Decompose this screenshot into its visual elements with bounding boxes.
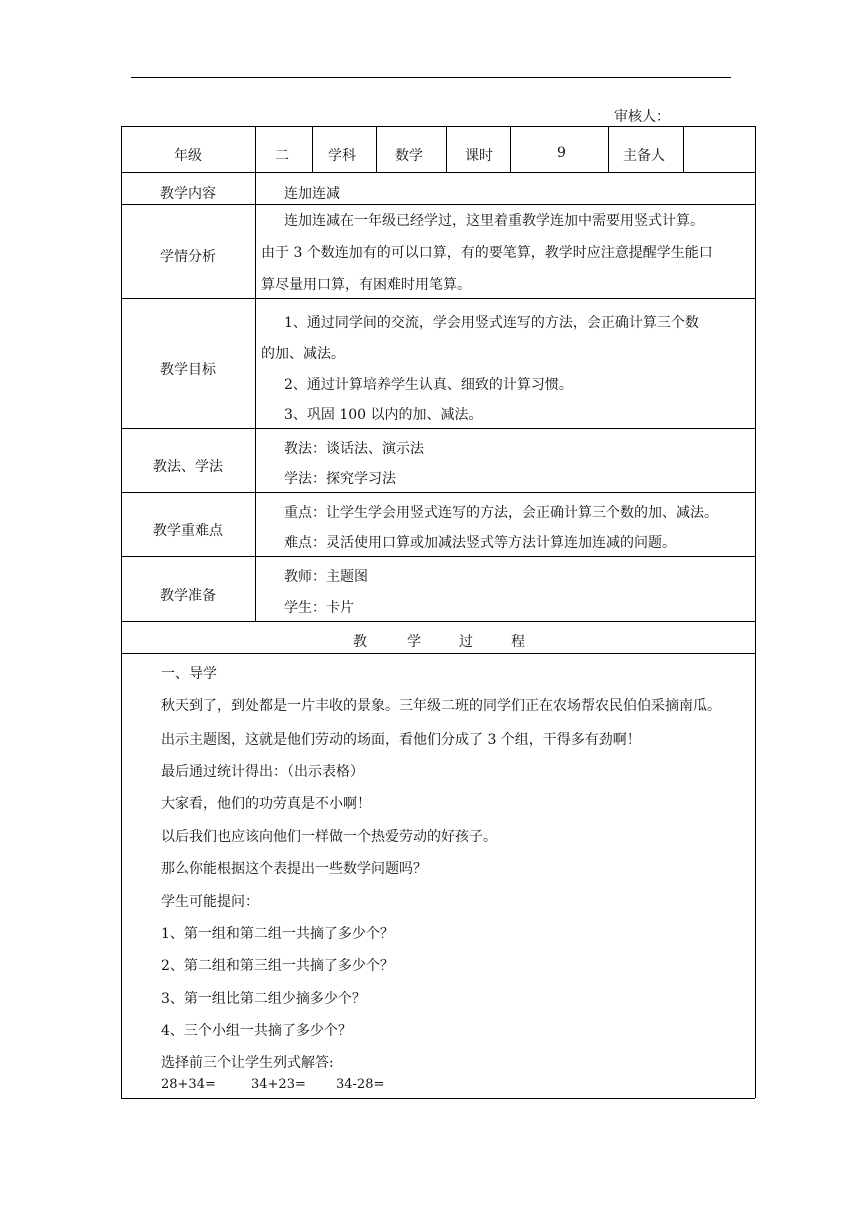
equation: 28+34= — [161, 1077, 216, 1092]
keypoints-label: 教学重难点 — [153, 523, 223, 539]
process-line: 一、导学 — [161, 666, 217, 682]
process-line: 以后我们也应该向他们一样做一个热爱劳动的好孩子。 — [161, 829, 497, 845]
prep-line: 教师：主题图 — [284, 569, 368, 585]
equation: 34+23= — [251, 1077, 306, 1092]
lesson-plan-table — [121, 126, 755, 1098]
prep-line: 学生：卡片 — [284, 600, 354, 616]
process-line: 1、第一组和第二组一共摘了多少个？ — [161, 926, 394, 942]
process-line: 选择前三个让学生列式解答: — [161, 1055, 334, 1071]
grade-label: 年级 — [174, 148, 202, 164]
goals-line: 3、巩固 100 以内的加、减法。 — [284, 407, 483, 423]
keypoints-line: 重点：让学生学会用竖式连写的方法，会正确计算三个数的加、减法。 — [284, 505, 718, 521]
goals-line: 1、通过同学间的交流，学会用竖式连写的方法，会正确计算三个数 — [284, 315, 699, 331]
preparer-label: 主备人 — [623, 148, 665, 164]
row-divider — [121, 298, 755, 299]
table-border-left — [121, 126, 122, 1098]
reviewer-label: 审核人： — [614, 109, 670, 125]
subject-label: 学科 — [328, 148, 356, 164]
goals-line: 的加、减法。 — [261, 346, 345, 362]
period-value: 9 — [557, 145, 566, 161]
process-line: 出示主题图，这就是他们劳动的场面，看他们分成了 3 个组，干得多有劲啊！ — [161, 732, 641, 748]
process-line: 最后通过统计得出：（出示表格） — [161, 764, 364, 780]
process-title-char: 过 — [459, 634, 473, 650]
content-text: 连加连减 — [284, 186, 340, 202]
column-divider — [255, 126, 256, 621]
subject-value: 数学 — [395, 148, 423, 164]
process-title-char: 程 — [511, 634, 525, 650]
row-divider — [121, 556, 755, 557]
column-divider — [608, 126, 609, 172]
methods-line: 学法：探究学习法 — [284, 471, 396, 487]
analysis-label: 学情分析 — [160, 249, 216, 265]
row-divider — [121, 204, 755, 205]
row-divider — [121, 492, 755, 493]
row-divider — [121, 172, 755, 173]
column-divider — [510, 126, 511, 172]
goals-line: 2、通过计算培养学生认真、细致的计算习惯。 — [284, 377, 573, 393]
column-divider — [683, 126, 684, 172]
row-divider — [121, 621, 755, 622]
table-border-top — [121, 126, 755, 127]
grade-value: 二 — [275, 148, 289, 164]
process-line: 2、第二组和第三组一共摘了多少个？ — [161, 958, 394, 974]
column-divider — [376, 126, 377, 172]
row-divider — [121, 428, 755, 429]
header-rule — [131, 77, 731, 78]
analysis-line: 由于 3 个数连加有的可以口算，有的要笔算，教学时应注意提醒学生能口 — [261, 245, 713, 261]
prep-label: 教学准备 — [160, 588, 216, 604]
content-label: 教学内容 — [160, 186, 216, 202]
goals-label: 教学目标 — [160, 362, 216, 378]
methods-label: 教法、学法 — [153, 459, 223, 475]
analysis-line: 算尽量用口算，有困难时用笔算。 — [261, 277, 471, 293]
methods-line: 教法：谈话法、演示法 — [284, 441, 424, 457]
table-border-bottom — [121, 1098, 755, 1099]
process-title-char: 教 — [353, 634, 367, 650]
process-line: 大家看，他们的功劳真是不小啊！ — [161, 796, 371, 812]
process-line: 学生可能提问： — [161, 894, 259, 910]
process-line: 那么你能根据这个表提出一些数学问题吗？ — [161, 861, 427, 877]
column-divider — [446, 126, 447, 172]
table-border-right — [755, 126, 756, 1098]
process-line: 3、第一组比第二组少摘多少个？ — [161, 991, 366, 1007]
process-line: 秋天到了，到处都是一片丰收的景象。三年级二班的同学们正在农场帮农民伯伯采摘南瓜。 — [161, 698, 721, 714]
row-divider — [121, 653, 755, 654]
process-line: 4、三个小组一共摘了多少个？ — [161, 1023, 352, 1039]
analysis-line: 连加连减在一年级已经学过，这里着重教学连加中需要用竖式计算。 — [284, 213, 704, 229]
equation: 34-28= — [336, 1077, 385, 1092]
process-title-char: 学 — [407, 634, 421, 650]
keypoints-line: 难点：灵活使用口算或加减法竖式等方法计算连加连减的问题。 — [284, 535, 676, 551]
period-label: 课时 — [465, 148, 493, 164]
column-divider — [312, 126, 313, 172]
